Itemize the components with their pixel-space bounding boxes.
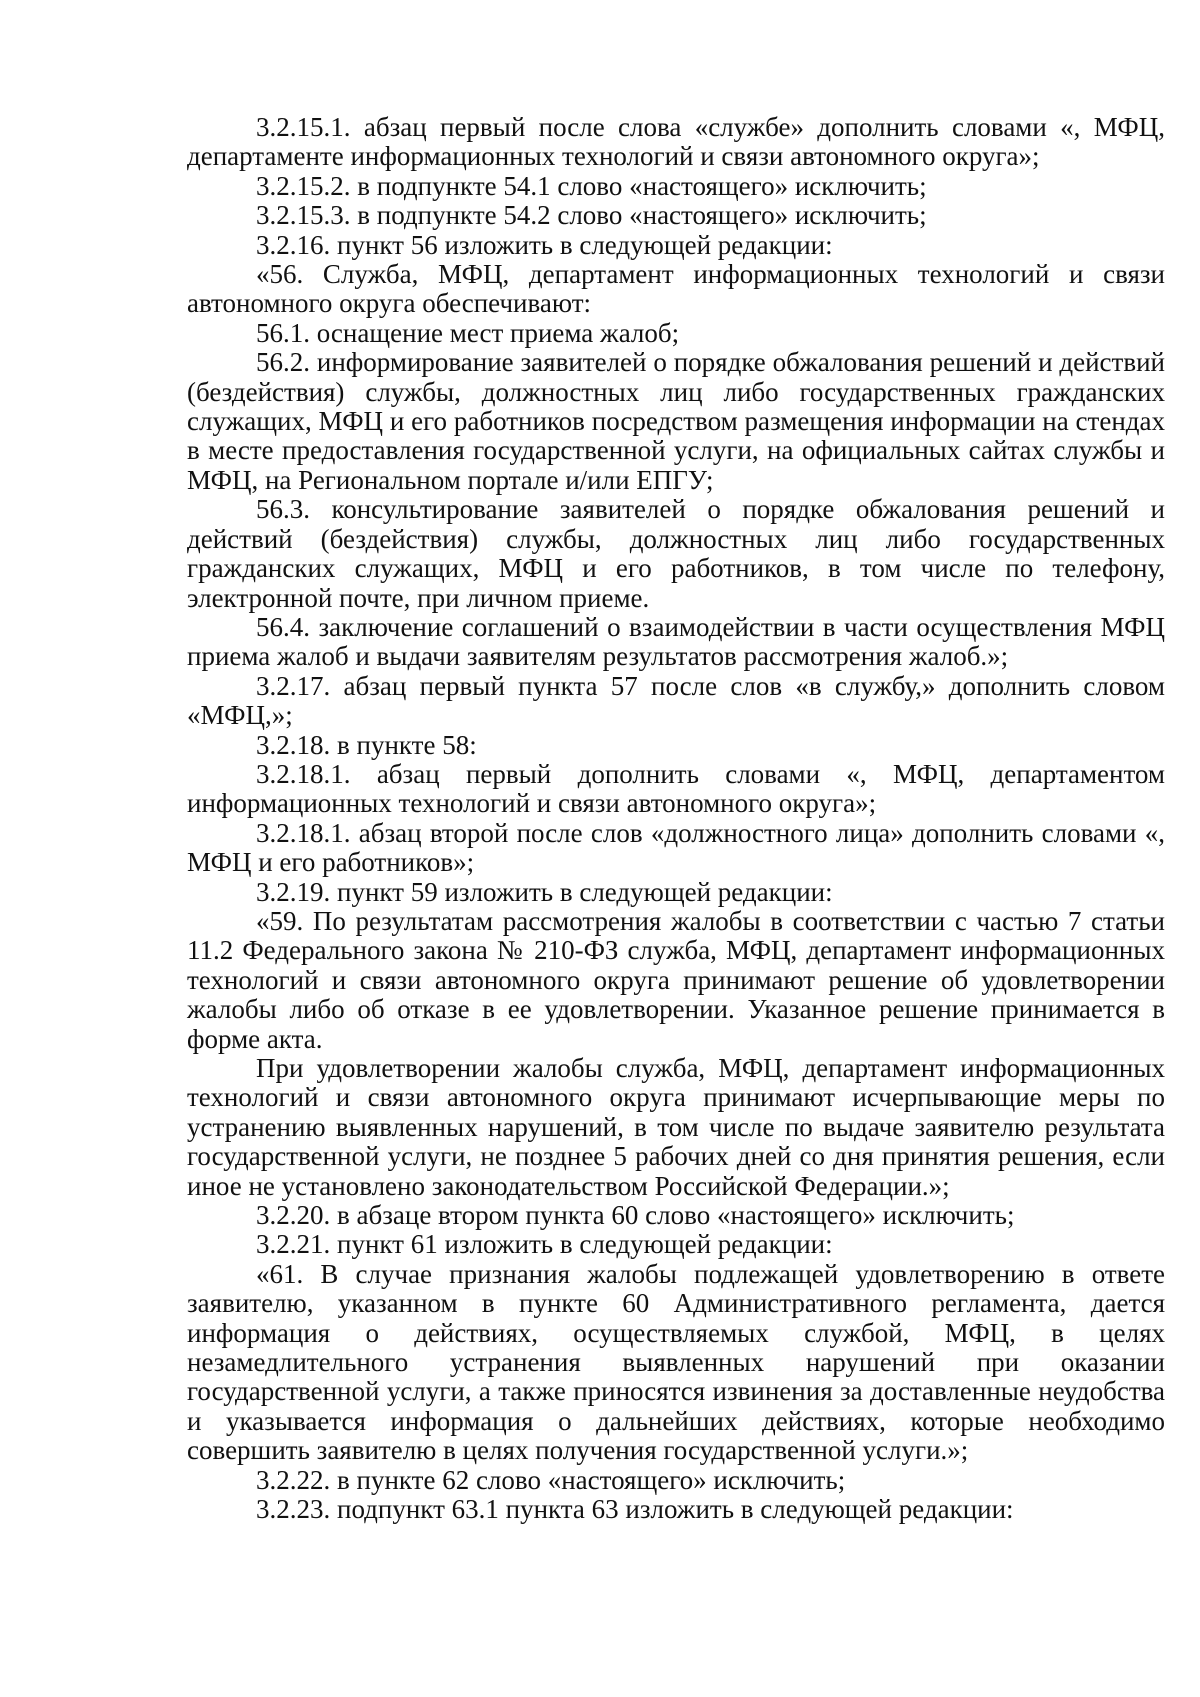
paragraph-56-1: 56.1. оснащение мест приема жалоб; [256,317,680,348]
paragraph-3-2-19: 3.2.19. пункт 59 изложить в следующей редакции: [256,876,833,907]
paragraph-3-2-15-3: 3.2.15.3. в подпункте 54.2 слово «настоящего» исключить; [256,200,927,231]
paragraph-3-2-15-1: 3.2.15.1. абзац первый после слова «службе» дополнить словами «, МФЦ, департаменте информационных технологий и связи автономного округа»; [187,112,1165,172]
paragraph-3-2-23: 3.2.23. подпункт 63.1 пункта 63 изложить в следующей редакции: [256,1494,1014,1525]
paragraph-3-2-21: 3.2.21. пункт 61 изложить в следующей редакции: [256,1229,833,1260]
paragraph-56-2: 56.2. информирование заявителей о порядке обжалования решений и действий (бездействия) службы, должностных лиц либо государственных гражданских служащих, МФЦ и его работников посредством размещения информации на стендах в месте предоставления государственной услуги, на официальных сайтах службы и МФЦ, на Региональном портале и/или ЕПГУ; [187,347,1165,495]
paragraph-59-continued: При удовлетворении жалобы служба, МФЦ, департамент информационных технологий и связи автономного округа принимают исчерпывающие меры по устранению выявленных нарушений, в том числе по выдаче заявителю результата государственной услуги, не позднее 5 рабочих дней со дня принятия решения, если иное не установлено законодательством Российской Федерации.»; [187,1053,1165,1201]
paragraph-56-3: 56.3. консультирование заявителей о порядке обжалования решений и действий (бездействия) службы, должностных лиц либо государственных гражданских служащих, МФЦ и его работников, в том числе по телефону, электронной почте, при личном приеме. [187,494,1165,613]
document-body [187,113,1165,1525]
paragraph-3-2-20: 3.2.20. в абзаце втором пункта 60 слово «настоящего» исключить; [256,1200,1015,1231]
paragraph-3-2-18: 3.2.18. в пункте 58: [256,729,477,760]
paragraph-3-2-22: 3.2.22. в пункте 62 слово «настоящего» исключить; [256,1464,846,1495]
paragraph-3-2-15-2: 3.2.15.2. в подпункте 54.1 слово «настоящего» исключить; [256,170,927,201]
paragraph-56-4: 56.4. заключение соглашений о взаимодействии в части осуществления МФЦ приема жалоб и выдачи заявителям результатов рассмотрения жалоб.»; [187,611,1165,672]
paragraph-3-2-16: 3.2.16. пункт 56 изложить в следующей редакции: [256,229,833,260]
paragraph-56: «56. Служба, МФЦ, департамент информационных технологий и связи автономного округа обеспечивают: [187,259,1165,319]
paragraph-3-2-17: 3.2.17. абзац первый пункта 57 после слов «в службу,» дополнить словом «МФЦ,»; [187,670,1165,731]
paragraph-3-2-18-1-second: 3.2.18.1. абзац второй после слов «должностного лица» дополнить словами «, МФЦ и его работников»; [187,817,1165,878]
paragraph-61: «61. В случае признания жалобы подлежащей удовлетворению в ответе заявителю, указанном в пункте 60 Административного регламента, дается информация о действиях, осуществляемых службой, МФЦ, в целях незамедлительного устранения выявленных нарушений при оказании государственной услуги, а также приносятся извинения за доставленные неудобства и указывается информация о дальнейших действиях, которые необходимо совершить заявителю в целях получения государственной услуги.»; [187,1258,1165,1466]
paragraph-3-2-18-1-first: 3.2.18.1. абзац первый дополнить словами «, МФЦ, департаментом информационных технологий и связи автономного округа»; [187,758,1165,819]
paragraph-59: «59. По результатам рассмотрения жалобы в соответствии с частью 7 статьи 11.2 Федерального закона № 210-ФЗ служба, МФЦ, департамент информационных технологий и связи автономного округа принимают решение об удовлетворении жалобы либо об отказе в ее удовлетворении. Указанное решение принимается в форме акта. [187,905,1165,1054]
